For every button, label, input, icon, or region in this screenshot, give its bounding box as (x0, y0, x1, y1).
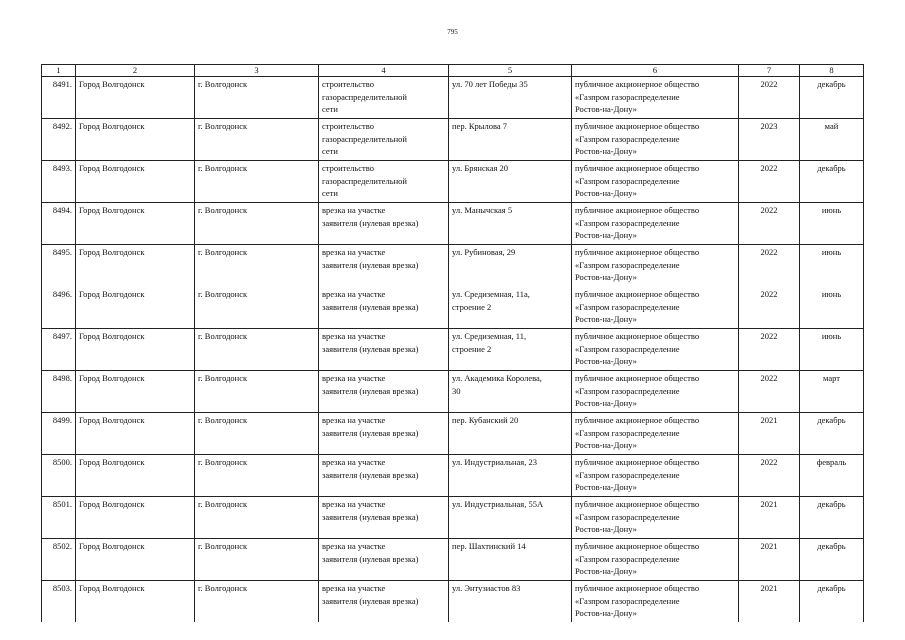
work-type-cell-line: заявителя (нулевая врезка) (322, 343, 419, 354)
locality-cell: г. Волгодонск (195, 539, 319, 581)
address-cell (449, 203, 572, 245)
month-cell: декабрь (800, 413, 864, 455)
address-cell (449, 371, 572, 413)
year-cell: 2022 (739, 329, 800, 371)
organization-cell-line: Ростов-на-Дону» (575, 356, 637, 366)
work-type-cell (319, 287, 449, 329)
column-header: 6 (572, 65, 739, 77)
work-type-cell-line: сети (322, 188, 338, 198)
organization-cell (572, 329, 739, 371)
row-number: 8501. (42, 497, 76, 539)
year-cell: 2021 (739, 497, 800, 539)
locality-cell: г. Волгодонск (195, 245, 319, 287)
column-header: 3 (195, 65, 319, 77)
work-type-cell-line: врезка на участке (322, 541, 386, 551)
year-cell: 2022 (739, 77, 800, 119)
address-cell-line: пер. Крылова 7 (452, 121, 507, 131)
district-cell: Город Волгодонск (76, 455, 195, 497)
month-cell: декабрь (800, 581, 864, 623)
organization-cell-line: Ростов-на-Дону» (575, 272, 637, 282)
work-type-cell-line: врезка на участке (322, 373, 386, 383)
row-number: 8497. (42, 329, 76, 371)
address-cell (449, 287, 572, 329)
work-type-cell (319, 77, 449, 119)
district-cell: Город Волгодонск (76, 203, 195, 245)
month-cell: декабрь (800, 539, 864, 581)
work-type-cell-line: газораспределительной (322, 175, 407, 186)
organization-cell-line: публичное акционерное общество (575, 541, 700, 551)
work-type-cell-line: врезка на участке (322, 205, 386, 215)
locality-cell: г. Волгодонск (195, 413, 319, 455)
column-number-row (42, 65, 864, 77)
address-cell-line: ул. Энтузиастов 83 (452, 583, 521, 593)
address-cell-line: строение 2 (452, 301, 492, 312)
table-row (42, 203, 864, 245)
address-cell (449, 329, 572, 371)
address-cell-line: ул. Индустриальная, 23 (452, 457, 537, 467)
organization-cell-line: Ростов-на-Дону» (575, 608, 637, 618)
month-cell: июнь (800, 203, 864, 245)
organization-cell (572, 203, 739, 245)
address-cell (449, 245, 572, 287)
column-header: 2 (76, 65, 195, 77)
table-row (42, 539, 864, 581)
year-cell: 2021 (739, 413, 800, 455)
table-row (42, 581, 864, 623)
work-type-cell-line: сети (322, 146, 338, 156)
work-type-cell (319, 497, 449, 539)
month-cell: июнь (800, 287, 864, 329)
organization-cell (572, 581, 739, 623)
work-type-cell (319, 455, 449, 497)
year-cell: 2022 (739, 161, 800, 203)
work-type-cell-line: заявителя (нулевая врезка) (322, 595, 419, 606)
table-row (42, 413, 864, 455)
row-number: 8498. (42, 371, 76, 413)
organization-cell-line: Ростов-на-Дону» (575, 314, 637, 324)
organization-cell-line: «Газпром газораспределение (575, 469, 680, 480)
organization-cell-line: «Газпром газораспределение (575, 343, 680, 354)
organization-cell-line: «Газпром газораспределение (575, 595, 680, 606)
address-cell (449, 497, 572, 539)
row-number: 8499. (42, 413, 76, 455)
column-header: 4 (319, 65, 449, 77)
organization-cell-line: публичное акционерное общество (575, 163, 700, 173)
column-header: 5 (449, 65, 572, 77)
organization-cell-line: Ростов-на-Дону» (575, 188, 637, 198)
work-type-cell-line: заявителя (нулевая врезка) (322, 553, 419, 564)
organization-cell-line: публичное акционерное общество (575, 331, 700, 341)
address-cell-line: 30 (452, 385, 461, 396)
work-type-cell-line: врезка на участке (322, 583, 386, 593)
address-cell-line: ул. Манычская 5 (452, 205, 513, 215)
locality-cell: г. Волгодонск (195, 497, 319, 539)
work-type-cell-line: врезка на участке (322, 415, 386, 425)
district-cell: Город Волгодонск (76, 497, 195, 539)
year-cell: 2022 (739, 245, 800, 287)
district-cell: Город Волгодонск (76, 581, 195, 623)
month-cell: декабрь (800, 161, 864, 203)
address-cell-line: ул. Средиземная, 11, (452, 331, 527, 341)
year-cell: 2022 (739, 455, 800, 497)
work-type-cell-line: врезка на участке (322, 457, 386, 467)
work-type-cell-line: строительство (322, 79, 374, 89)
address-cell-line: ул. 70 лет Победы 35 (452, 79, 528, 89)
address-cell (449, 119, 572, 161)
table-row (42, 77, 864, 119)
locality-cell: г. Волгодонск (195, 371, 319, 413)
work-type-cell-line: заявителя (нулевая врезка) (322, 385, 419, 396)
organization-cell-line: «Газпром газораспределение (575, 259, 680, 270)
row-number: 8495. (42, 245, 76, 287)
district-cell: Город Волгодонск (76, 413, 195, 455)
organization-cell (572, 455, 739, 497)
organization-cell-line: Ростов-на-Дону» (575, 398, 637, 408)
organization-cell-line: «Газпром газораспределение (575, 91, 680, 102)
table-row (42, 371, 864, 413)
address-cell (449, 77, 572, 119)
address-cell (449, 413, 572, 455)
locality-cell: г. Волгодонск (195, 287, 319, 329)
organization-cell (572, 497, 739, 539)
row-number: 8502. (42, 539, 76, 581)
organization-cell-line: публичное акционерное общество (575, 121, 700, 131)
locality-cell: г. Волгодонск (195, 203, 319, 245)
row-number: 8493. (42, 161, 76, 203)
locality-cell: г. Волгодонск (195, 329, 319, 371)
work-type-cell-line: заявителя (нулевая врезка) (322, 427, 419, 438)
work-type-cell-line: газораспределительной (322, 91, 407, 102)
district-cell: Город Волгодонск (76, 287, 195, 329)
table-row (42, 245, 864, 287)
organization-cell (572, 287, 739, 329)
address-cell (449, 455, 572, 497)
locality-cell: г. Волгодонск (195, 581, 319, 623)
work-type-cell-line: врезка на участке (322, 289, 386, 299)
address-cell-line: ул. Рубиновая, 29 (452, 247, 516, 257)
column-header: 1 (42, 65, 76, 77)
organization-cell (572, 245, 739, 287)
address-cell-line: пер. Кубанский 20 (452, 415, 519, 425)
work-type-cell (319, 245, 449, 287)
registry-table (41, 64, 864, 622)
district-cell: Город Волгодонск (76, 161, 195, 203)
organization-cell (572, 413, 739, 455)
column-header: 8 (800, 65, 864, 77)
row-number: 8491. (42, 77, 76, 119)
month-cell: март (800, 371, 864, 413)
organization-cell-line: «Газпром газораспределение (575, 301, 680, 312)
organization-cell-line: «Газпром газораспределение (575, 511, 680, 522)
locality-cell: г. Волгодонск (195, 161, 319, 203)
month-cell: февраль (800, 455, 864, 497)
organization-cell (572, 371, 739, 413)
work-type-cell (319, 581, 449, 623)
address-cell (449, 581, 572, 623)
table-row (42, 497, 864, 539)
row-number: 8496. (42, 287, 76, 329)
month-cell: май (800, 119, 864, 161)
work-type-cell (319, 329, 449, 371)
work-type-cell-line: сети (322, 104, 338, 114)
address-cell-line: ул. Академика Королева, (452, 373, 542, 383)
work-type-cell-line: врезка на участке (322, 331, 386, 341)
organization-cell-line: «Газпром газораспределение (575, 175, 680, 186)
organization-cell-line: Ростов-на-Дону» (575, 230, 637, 240)
district-cell: Город Волгодонск (76, 371, 195, 413)
organization-cell-line: Ростов-на-Дону» (575, 524, 637, 534)
row-number: 8492. (42, 119, 76, 161)
work-type-cell-line: заявителя (нулевая врезка) (322, 217, 419, 228)
row-number: 8503. (42, 581, 76, 623)
organization-cell-line: публичное акционерное общество (575, 583, 700, 593)
year-cell: 2021 (739, 539, 800, 581)
month-cell: декабрь (800, 497, 864, 539)
district-cell: Город Волгодонск (76, 119, 195, 161)
organization-cell-line: Ростов-на-Дону» (575, 146, 637, 156)
year-cell: 2022 (739, 203, 800, 245)
month-cell: июнь (800, 245, 864, 287)
address-cell-line: ул. Индустриальная, 55А (452, 499, 544, 509)
address-cell (449, 161, 572, 203)
work-type-cell-line: врезка на участке (322, 499, 386, 509)
district-cell: Город Волгодонск (76, 245, 195, 287)
organization-cell (572, 161, 739, 203)
month-cell: декабрь (800, 77, 864, 119)
organization-cell-line: «Газпром газораспределение (575, 427, 680, 438)
organization-cell-line: публичное акционерное общество (575, 247, 700, 257)
table-row (42, 455, 864, 497)
year-cell: 2021 (739, 581, 800, 623)
table-row (42, 119, 864, 161)
year-cell: 2022 (739, 371, 800, 413)
year-cell: 2023 (739, 119, 800, 161)
address-cell-line: пер. Шахтинский 14 (452, 541, 526, 551)
district-cell: Город Волгодонск (76, 77, 195, 119)
organization-cell-line: Ростов-на-Дону» (575, 566, 637, 576)
work-type-cell (319, 413, 449, 455)
registry-rows (42, 77, 864, 623)
organization-cell-line: «Газпром газораспределение (575, 553, 680, 564)
organization-cell (572, 77, 739, 119)
work-type-cell-line: газораспределительной (322, 133, 407, 144)
organization-cell-line: публичное акционерное общество (575, 499, 700, 509)
organization-cell-line: «Газпром газораспределение (575, 217, 680, 228)
month-cell: июнь (800, 329, 864, 371)
work-type-cell (319, 203, 449, 245)
locality-cell: г. Волгодонск (195, 455, 319, 497)
table-row (42, 287, 864, 329)
table-row (42, 161, 864, 203)
address-cell-line: ул. Брянская 20 (452, 163, 509, 173)
organization-cell-line: «Газпром газораспределение (575, 133, 680, 144)
organization-cell-line: Ростов-на-Дону» (575, 482, 637, 492)
organization-cell-line: «Газпром газораспределение (575, 385, 680, 396)
year-cell: 2022 (739, 287, 800, 329)
address-cell (449, 539, 572, 581)
district-cell: Город Волгодонск (76, 539, 195, 581)
organization-cell (572, 539, 739, 581)
organization-cell-line: публичное акционерное общество (575, 415, 700, 425)
work-type-cell (319, 539, 449, 581)
district-cell: Город Волгодонск (76, 329, 195, 371)
organization-cell-line: публичное акционерное общество (575, 79, 700, 89)
work-type-cell-line: заявителя (нулевая врезка) (322, 259, 419, 270)
work-type-cell-line: строительство (322, 163, 374, 173)
work-type-cell-line: заявителя (нулевая врезка) (322, 469, 419, 480)
locality-cell: г. Волгодонск (195, 119, 319, 161)
work-type-cell (319, 119, 449, 161)
organization-cell-line: Ростов-на-Дону» (575, 440, 637, 450)
organization-cell-line: Ростов-на-Дону» (575, 104, 637, 114)
work-type-cell-line: строительство (322, 121, 374, 131)
organization-cell-line: публичное акционерное общество (575, 373, 700, 383)
page-number: 795 (447, 28, 458, 36)
row-number: 8494. (42, 203, 76, 245)
table-row (42, 329, 864, 371)
row-number: 8500. (42, 455, 76, 497)
column-header: 7 (739, 65, 800, 77)
organization-cell-line: публичное акционерное общество (575, 457, 700, 467)
work-type-cell-line: врезка на участке (322, 247, 386, 257)
address-cell-line: ул. Средиземная, 11а, (452, 289, 530, 299)
work-type-cell-line: заявителя (нулевая врезка) (322, 511, 419, 522)
work-type-cell-line: заявителя (нулевая врезка) (322, 301, 419, 312)
address-cell-line: строение 2 (452, 343, 492, 354)
work-type-cell (319, 371, 449, 413)
organization-cell-line: публичное акционерное общество (575, 205, 700, 215)
locality-cell: г. Волгодонск (195, 77, 319, 119)
organization-cell (572, 119, 739, 161)
work-type-cell (319, 161, 449, 203)
organization-cell-line: публичное акционерное общество (575, 289, 700, 299)
